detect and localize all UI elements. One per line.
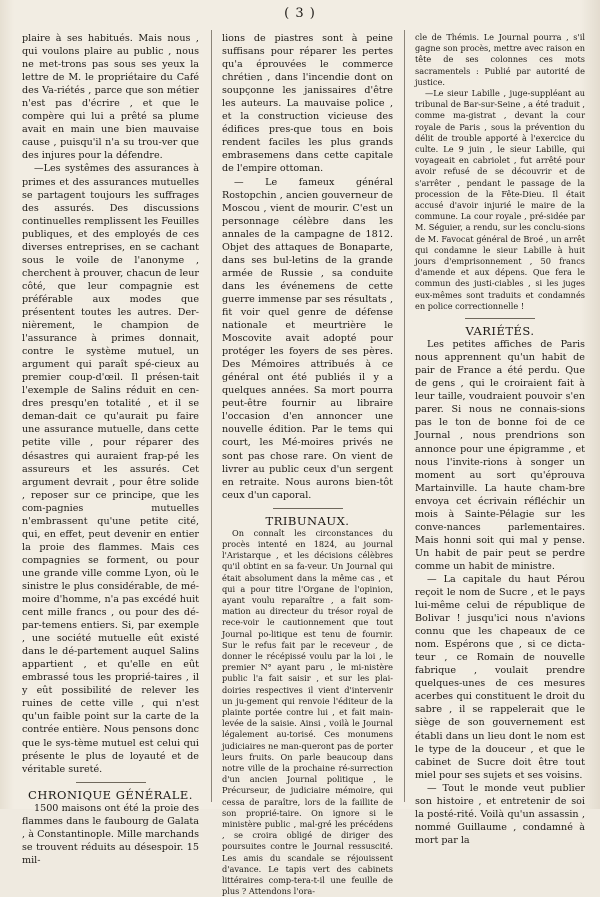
article-paragraph: Les petites affiches de Paris nous apprennent qu'un habit de pair de France a été perdu. Que de gens , qui le croiraient fait à leur taille, voudraient pouvoir s'en parer. Si nous ne connais-sions pas le ton de bonne foi de ce Journal , nous prendrions son annonce pour une épigramme , et nous l'invite-rions à songer un moment au sort qu'éprouva Martainville. La haute cham-bre envoya cet écrivain réfléchir un mois à Sainte-Pélagie sur les conve-nances parlementaires. Mais honni soit qui mal y pense. Un habit de pair peut se perdre comme un habit de ministre.	[415, 339, 585, 572]
article-paragraph: — Tout le monde veut publier son histoire , et entretenir de soi la posté-rité. Voilà qu'un assassin , nommé Guillaume , condamné à mort par la	[415, 782, 585, 846]
article-paragraph: —Les systêmes des assurances à primes et des assurances mutuelles se partagent toujours les suffrages des assurés. Des discussions continuelles remplissent les Feuilles publiques, et des employés de ces diverses entreprises, en se cachant sous le voile de l'anonyme , cherchent à prouver, chacun de leur côté, que leur compagnie est préférable aux modes que présentent toutes les autres. Der-nièrement, le champion de l'assurance à primes donnait, contre le système mutuel, un argument qui paraît spé-cieux au premier coup-d'œil. Il présen-tait l'exemple de Salins réduit en cen-dres presqu'en totalité , et il se deman-dait ce qu'aurait pu faire une assurance mutuelle, dans cette petite ville , pour réparer des désastres qui auraient frap-pé les assureurs et les assurés. Cet argument devrait , pour être solide , reposer sur ce principe, que les com-pagnies mutuelles n'embrassent qu'une petite cité, qui, en effet, peut devenir en entier la proie des flammes. Mais ces compagnies se forment, ou pour une grande ville comme Lyon, où le sinistre le plus considérable, de mé-moire d'homme, n'a pas excédé huit cent mille francs , ou pour des dé-par-temens entiers. Si, par exemple , une société mutuelle eût existé dans le dé-partement auquel Salins appartient , et qu'elle en eût embrassé tous les proprié-taires , il y eût possibilité de relever les ruines de cette ville , qui n'est qu'un faible point sur la carte de la contrée entière. Nous pensons donc que le sys-tème mutuel est celui qui présente le plus de loyauté et de véritable sureté.	[22, 163, 199, 775]
section-rule	[273, 508, 343, 509]
article-paragraph: — Le fameux général Rostopchin , ancien gouverneur de Moscou , vient de mourir. C'est un personnage célèbre dans les annales de la campagne de 1812. Objet des attaques de Bonaparte, dans ses bul-letins de la grande armée de Russie , sa conduite dans les événemens de cette guerre immense par ses résultats , fit voir quel genre de défense nationale et meurtrière le Moscovite avait adopté pour protéger les foyers de ses pères. Des Mémoires attribués à ce général ont été publiés il y a quelques années. Sa mort pourra peut-être fournir au libraire l'occasion d'en annoncer une nouvelle édition. Par le tems qui court, les Mé-moires privés ne sont pas chose rare. On vient de livrer au public ceux d'un sergent en retraite. Nous aurons bien-tôt ceux d'un caporal.	[222, 176, 393, 501]
column-divider	[211, 30, 212, 802]
column-3	[415, 32, 585, 847]
column-2	[222, 32, 393, 897]
tribunaux-article	[222, 528, 393, 897]
section-title-varietes: VARIÉTÉS.	[465, 324, 535, 339]
article-paragraph: —Le sieur Labille , juge-suppléant au tribunal de Bar-sur-Seine , a été traduit , comme ma-gistrat , devant la cour royale de Paris , sous la prévention du délit de trouble apporté à l'exercice du culte. Le 9 juin , le sieur Labille, qui voyageait en cabriolet , fut arrêté pour avoir refusé de se découvrir et de s'arrêter , pendant le passage de la procession de la Fête-Dieu. Il était accusé d'avoir injurié le maire de la commune. La cour royale , pré-sidée par M. Séguier, a rendu, sur les conclu-sions de M. Favocat général de Broé , un arrêt qui condamne le sieur Labille à huit jours d'emprisonnement , 50 francs d'amende et aux dépens. Que fera le commun des justi-ciables , si les juges eux-mêmes sont traduits et condamnés en police correctionnelle !	[415, 88, 585, 311]
article-paragraph: — La capitale du haut Pérou reçoit le nom de Sucre , et le pays lui-même celui de république de Bolivar ! jusqu'ici nous n'avions connu que les chapeaux de ce nom. Espérons que , si ce dicta-teur , ce Romain de nouvelle fabrique , voulait prendre quelques-unes de ces mesures acerbes qui constituent le droit du sabre , il se rappelerait que le siège de son gouvernement est établi dans un lieu dont le nom est le type de la douceur , et que le cabinet de Sucre doit être tout miel pour ses sujets et ses voisins.	[415, 573, 585, 781]
section-rule	[465, 318, 535, 319]
article-paragraph: 1500 maisons ont été la proie des flammes dans le faubourg de Galata , à Constantinople. Mille marchands se trouvent réduits au désespoir. 15 mil-	[22, 802, 199, 866]
article-paragraph: plaire à ses habitués. Mais nous , qui voulons plaire au public , nous ne met-trons pas sous ses yeux la lettre de M. le propriétaire du Café des Va-riétés , parce que son métier n'est pas d'écrire , et que le compère qui lui a prêté sa plume avait en main une bien mauvaise cause , puisqu'il n'a su trou-ver que des injures pour la défendre.	[22, 33, 199, 162]
column-divider	[404, 30, 405, 802]
section-title-tribunaux: TRIBUNAUX.	[265, 513, 350, 528]
article-paragraph: cle de Thémis. Le Journal pourra , s'il gagne son procès, mettre avec raison en tête de ses colonnes ces mots sacramentels : Publié par autorité de justice.	[415, 32, 585, 87]
page-number: ( 3 )	[284, 6, 316, 21]
column-1	[22, 32, 199, 867]
article-paragraph: On connaît les circonstances du procès intenté en 1824, au journal l'Aristarque , et les décisions célèbres qu'il obtint en sa fa-veur. Un Journal qui était absolument dans la même cas , et qui a pour titre l'Organe de l'opinion, ayant voulu reparaître , a fait som-mation au directeur du trésor royal de rece-voir le cautionnement que tout Journal po-litique est tenu de fournir. Sur le refus fait par le receveur , de donner le récépissé voulu par la loi , le premier N° ayant paru , le mi-nistère public l'a fait saisir , et sur les plai-doiries respectives il vient d'intervenir un ju-gement qui renvoie l'éditeur de la plainte portée contre lui , et fait main-levée de la saisie. Ainsi , voilà le Journal légalement au-torisé. Ces monumens judiciaires ne man-queront pas de porter leurs fruits. On parle beaucoup dans notre ville de la prochaine ré-surrection d'un ancien Journal politique , le Précurseur, de judiciaire mémoire, qui cessa de paraître, lors de la faillite de son proprié-taire. On ignore si le ministère public , mal-gré les précédens , se croira obligé de diriger des poursuites contre le Journal ressuscité. Les amis du scandale se réjouissent d'avance. Le tapis vert des cabinets littéraires comp-tera-t-il une feuille de plus ? Attendons l'ora-	[222, 527, 393, 897]
article-paragraph: lions de piastres sont à peine suffisans pour réparer les pertes qu'a éprouvées le commerce chrétien , dans l'incendie dont on soupçonne les janissaires d'être les auteurs. La mauvaise police , et la construction vicieuse des édifices pres-que tous en bois rendent faciles les plus grands embrasemens dans cette capitale de l'empire ottoman.	[222, 33, 393, 175]
tribunaux-continued	[415, 32, 585, 312]
section-title-chronique: CHRONIQUE GÉNÉRALE.	[28, 787, 193, 802]
section-rule	[76, 782, 146, 783]
